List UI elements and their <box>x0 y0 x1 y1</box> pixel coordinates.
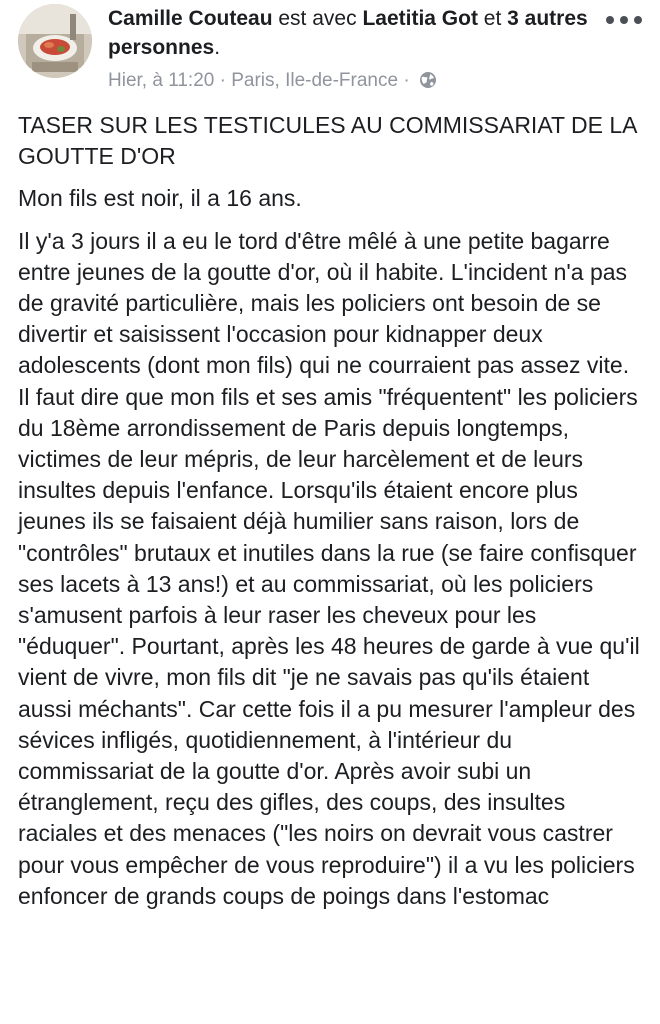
with-text: est avec <box>272 7 363 30</box>
end-punctuation: . <box>214 36 221 59</box>
tagged-others[interactable]: 3 autres personnes <box>108 7 588 59</box>
globe-icon[interactable] <box>419 71 437 89</box>
post-paragraph-2: Il y'a 3 jours il a eu le tord d'être mêlé à une petite bagarre entre jeunes de la goutte d'or, où il habite. L'incident n'a pas de gravité particulière, mais les policiers ont besoin de se divertir et saisissent l'occasion pour kidnapper deux adolescents (dont mon fils) qui ne courraient pas assez vite. Il faut dire que mon fils et ses amis "fréquentent" les policiers du 18ème arrondissement de Paris depuis longtemps, victimes de leur mépris, de leur harcèlement et de leurs insultes depuis l'enfance. Lorsqu'ils étaient encore plus jeunes ils se faisaient déjà humilier sans raison, lors de "contrôles" brutaux et inutiles dans la rue (se faire confisquer ses lacets à 13 ans!) et au commissariat, où les policiers s'amusent parfois à leur raser les cheveux pour les "éduquer". Pourtant, après les 48 heures de garde à vue qu'il vient de vivre, mon fils dit "je ne savais pas qu'ils étaient aussi méchants". Car cette fois il a pu mesurer l'ampleur des sévices infligés, quotidiennement, à l'intérieur du commissariat de la goutte d'or. Après avoir subi un étranglement, reçu des gifles, des coups, des insultes raciales et des menaces ("les noirs on devrait vous castrer pour vous empêcher de vous reproduire") il a vu les policiers enfoncer de grands coups de poings dans l'estomac <box>18 227 640 909</box>
post-header <box>0 0 660 100</box>
and-text: et <box>477 7 508 30</box>
author-name[interactable]: Camille Couteau <box>108 7 273 30</box>
post-meta <box>108 68 437 94</box>
post-body <box>18 110 642 923</box>
more-options-button[interactable] <box>602 8 646 32</box>
post-author-line <box>108 4 588 62</box>
more-horizontal-icon <box>602 8 646 32</box>
meta-separator-2: · <box>398 70 415 91</box>
post-time[interactable]: Hier, à 11:20 <box>108 70 215 91</box>
meta-separator: · <box>214 70 232 91</box>
tagged-person[interactable]: Laetitia Got <box>362 7 478 30</box>
avatar[interactable] <box>18 4 92 78</box>
avatar-photo-icon <box>18 4 92 78</box>
post-location[interactable]: Paris, Ile-de-France <box>231 70 399 91</box>
post-paragraph-1: Mon fils est noir, il a 16 ans. <box>18 185 302 212</box>
post-title: TASER SUR LES TESTICULES AU COMMISSARIAT DE LA GOUTTE D'OR <box>18 112 637 170</box>
